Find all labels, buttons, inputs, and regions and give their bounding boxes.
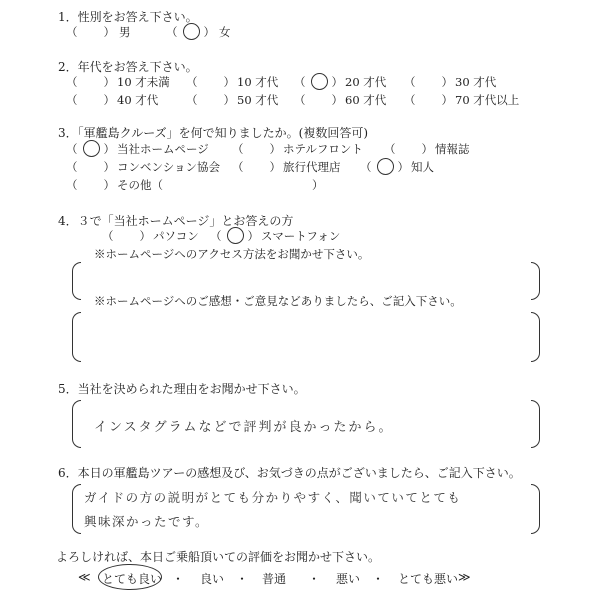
q5-title: 5．当社を決められた理由をお聞かせ下さい。 [58,382,306,396]
q3-option-acquaintance[interactable]: （ ） 知人 [360,160,434,174]
rating-selected-circle-mark [98,564,162,590]
q3-option-travel-agency[interactable]: （ ） 旅行代理店 [232,160,341,174]
q6-handwritten-answer-line1: ガイドの方の説明がとても分かりやすく、聞いていてとても [84,490,462,505]
q4-access-prompt: ※ホームページへのアクセス方法をお聞かせ下さい。 [94,247,370,261]
q1-option-male-label: 男 [119,25,131,39]
q2-option-label: 40 才代 [117,93,159,107]
q3-option-convention[interactable]: （ ） コンベンション協会 [66,160,220,174]
q3-option-magazine[interactable]: （ ） 情報誌 [384,142,470,156]
q4-option-smartphone[interactable]: （ ） スマートフォン [210,229,341,243]
q4-option-label: パソコン [153,229,199,243]
q6-answer-box-right [531,484,540,534]
rating-separator: ・ [236,572,249,586]
q1-title: 1．性別をお答え下さい。 [58,10,198,24]
q2-option-60s[interactable]: （ ） 60 才代 [294,93,387,107]
q6-answer-box-left [72,484,81,534]
selected-circle-mark [83,140,100,157]
q2-option-label: 50 才代 [237,93,279,107]
q2-option-70plus[interactable]: （ ） 70 才代以上 [404,93,520,107]
q3-option-other[interactable]: （ ） その他（ [66,178,163,192]
selected-circle-mark [377,158,394,175]
q2-option-label: 20 才代 [345,75,387,89]
q3-option-label: コンベンション協会 [117,160,220,174]
q4-impression-box-right [531,312,540,362]
q4-access-box-right [531,262,540,300]
rating-separator: ・ [372,572,385,586]
q5-handwritten-answer: インスタグラムなどで評判が良かったから。 [94,420,394,435]
q2-option-label: 70 才代以上 [455,93,520,107]
q2-option-40s[interactable]: （ ） 40 才代 [66,93,159,107]
rating-option-very-bad[interactable]: とても悪い [398,572,459,586]
q4-impression-prompt: ※ホームページへのご感想・ご意見などありましたら、ご記入下さい。 [94,294,462,308]
q2-title: 2．年代をお答え下さい。 [58,60,198,74]
q4-option-pc[interactable]: （ ） パソコン [102,229,199,243]
q4-title: 4．３で「当社ホームページ」とお答えの方 [58,214,294,228]
q3-option-label: 知人 [411,160,434,174]
q2-option-label: 60 才代 [345,93,387,107]
selected-circle-mark [227,227,244,244]
rating-separator: ・ [308,572,321,586]
q3-option-label: 旅行代理店 [283,160,341,174]
q3-option-homepage[interactable]: （ ） 当社ホームページ [66,142,209,156]
rating-option-very-good[interactable]: とても良い [102,572,163,586]
q3-title: 3．「軍艦島クルーズ」を何で知りましたか。(複数回答可) [58,126,369,140]
q2-option-under10[interactable]: （ ） 10 才未満 [66,75,170,89]
q2-option-10s[interactable]: （ ） 10 才代 [186,75,279,89]
q3-option-hotel-front[interactable]: （ ） ホテルフロント [232,142,363,156]
q3-option-label: その他（ [117,178,163,192]
q3-option-label: 情報誌 [435,142,470,156]
rating-separator: ・ [172,572,185,586]
q3-other-close-paren: ） [312,178,324,192]
q6-handwritten-answer-line2: 興味深かったです。 [84,514,210,529]
rating-prompt: よろしければ、本日ご乗船頂いての評価をお聞かせ下さい。 [56,550,381,564]
q1-option-female-label: 女 [219,25,231,39]
rating-open-bracket: ≪ [78,570,91,584]
q5-answer-box-left [72,400,81,448]
selected-circle-mark [311,73,328,90]
rating-option-average[interactable]: 普通 [262,572,287,586]
q1-option-female[interactable]: （ ） 女 [166,25,231,39]
q6-title: 6．本日の軍艦島ツアーの感想及び、お気づきの点がございましたら、ご記入下さい。 [58,466,521,480]
rating-close-bracket: ≫ [458,570,471,584]
q5-answer-box-right [531,400,540,448]
q2-option-label: 30 才代 [455,75,497,89]
q3-option-label: 当社ホームページ [117,142,209,156]
q4-access-box-left [72,262,81,300]
q2-option-label: 10 才未満 [117,75,170,89]
q2-option-label: 10 才代 [237,75,279,89]
rating-option-bad[interactable]: 悪い [336,572,361,586]
selected-circle-mark [183,23,200,40]
q4-option-label: スマートフォン [261,229,341,243]
q4-impression-box-left [72,312,81,362]
rating-option-good[interactable]: 良い [200,572,225,586]
q2-option-50s[interactable]: （ ） 50 才代 [186,93,279,107]
q1-option-male[interactable]: （ ） 男 [66,25,131,39]
q2-option-20s[interactable]: （ ） 20 才代 [294,75,387,89]
q3-option-label: ホテルフロント [283,142,363,156]
q2-option-30s[interactable]: （ ） 30 才代 [404,75,497,89]
